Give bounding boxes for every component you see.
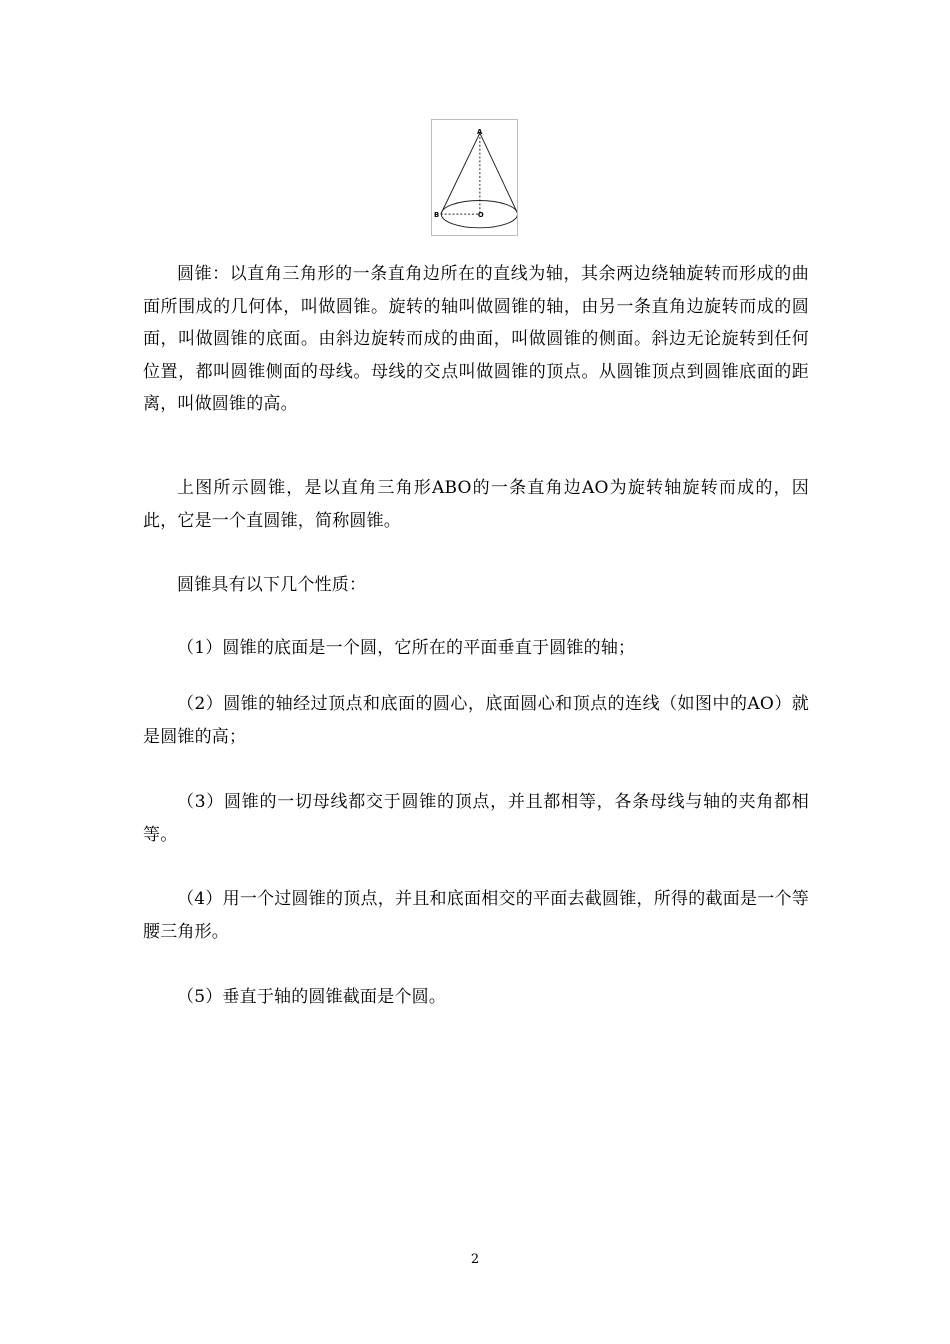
label-b: B: [433, 211, 440, 220]
page-number: 2: [470, 1252, 480, 1267]
properties-intro: 圆锥具有以下几个性质：: [177, 575, 367, 595]
cone-figure: [431, 119, 518, 236]
property-1: （1）圆锥的底面是一个圆，它所在的平面垂直于圆锥的轴；: [177, 638, 636, 658]
definition-paragraph: 圆锥：以直角三角形的一条直角边所在的直线为轴，其余两边绕轴旋转而形成的曲面所围成的几何体，叫做圆锥。旋转的轴叫做圆锥的轴，由另一条直角边旋转而成的圆面，叫做圆锥的底面。由斜边旋转而成的曲面，叫做圆锥的侧面。斜边无论旋转到任何位置，都叫圆锥侧面的母线。母线的交点叫做圆锥的顶点。从圆锥顶点到圆锥底面的距离，叫做圆锥的高。: [143, 264, 809, 415]
property-3: （3）圆锥的一切母线都交于圆锥的顶点，并且都相等，各条母线与轴的夹角都相等。: [143, 792, 809, 845]
label-a: A: [476, 128, 483, 137]
property-5: （5）垂直于轴的圆锥截面是个圆。: [177, 987, 447, 1007]
cone-diagram: [432, 120, 517, 235]
label-o: O: [477, 211, 484, 220]
cone-description-paragraph: 上图所示圆锥，是以直角三角形ABO的一条直角边AO为旋转轴旋转而成的，因此，它是一个直圆锥，简称圆锥。: [143, 478, 809, 531]
property-4: （4）用一个过圆锥的顶点，并且和底面相交的平面去截圆锥，所得的截面是一个等腰三角形。: [143, 889, 809, 942]
property-2: （2）圆锥的轴经过顶点和底面的圆心，底面圆心和顶点的连线（如图中的AO）就是圆锥的高；: [143, 694, 809, 747]
